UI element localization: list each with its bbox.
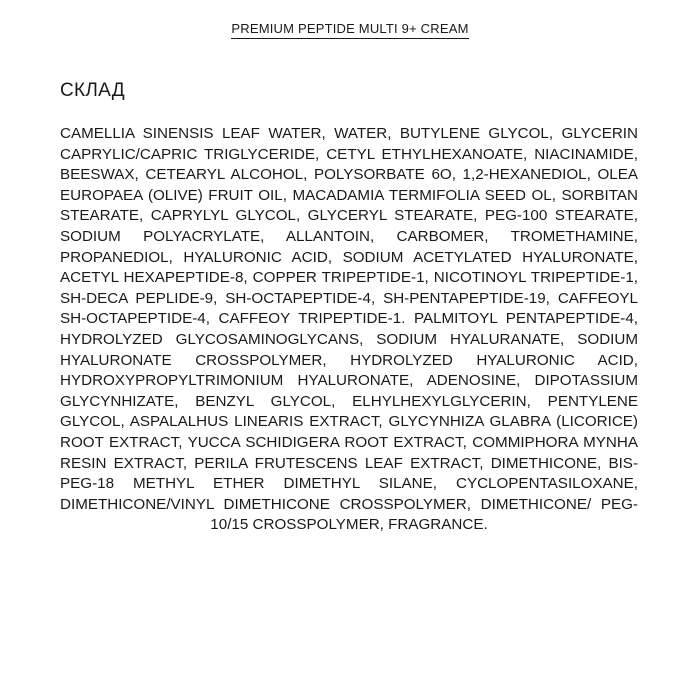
header <box>0 20 700 39</box>
ingredients-list: CAMELLIA SINENSIS LEAF WATER, WATER, BUTYLENE GLYCOL, GLYCERIN CAPRYLIC/CAPRIC TRIGLYCERIDE, CETYL ETHYLHEXANOATE, NIACINAMIDE, BEESWAX, CETEARYL ALCOHOL, POLYSORBATE 6O, 1,2-HEXANEDIOL, OLEA EUROPAEA (OLIVE) FRUIT OIL, MACADAMIA TERMIFOLIA SEED OL, SORBITAN STEARATE, CAPRYLYL GLYCOL, GLYCERYL STEARATE, PEG-100 STEARATE, SODIUM POLYACRYLATE, ALLANTOIN, CARBOMER, TROMETHAMINE, PROPANEDIOL, HYALURONIC ACID, SODIUM ACETYLATED HYALURONATE, ACETYL HEXAPEPTIDE-8, COPPER TRIPEPTIDE-1, NICOTINOYL TRIPEPTIDE-1, SH-DECA PEPLIDE-9, SH-OCTAPEPTIDE-4, SH-PENTAPEPTIDE-19, CAFFEOYL SH-OCTAPEPTIDE-4, CAFFEOY TRIPEPTIDE-1. PALMITOYL PENTAPEPTIDE-4, HYDROLYZED GLYCOSAMINOGLYCANS, SODIUM HYALURANATE, SODIUM HYALURONATE CROSSPOLYMER, HYDROLYZED HYALURONIC ACID, HYDROXYPROPYLTRIMONIUM HYALURONATE, ADENOSINE, DIPOTASSIUM GLYCYNHIZATE, BENZYL GLYCOL, ELHYLHEXYLGLYCERIN, PENTYLENE GLYCOL, ASPALALHUS LINEARIS EXTRACT, GLYCYNHIZA GLABRA (LICORICE) ROOT EXTRACT, YUCCA SCHIDIGERA ROOT EXTRACT, COMMIPHORA MYNHA RESIN EXTRACT, PERILA FRUTESCENS LEAF EXTRACT, DIMETHICONE, BIS-PEG-18 METHYL ETHER DIMETHYL SILANE, CYCLOPENTASILOXANE, DIMETHICONE/VINYL DIMETHICONE CROSSPOLYMER, DIMETHICONE/ PEG-10/15 CROSSPOLYMER, FRAGRANCE. <box>60 125 638 534</box>
section-heading: СКЛАД <box>60 80 125 101</box>
product-title: PREMIUM PEPTIDE MULTI 9+ CREAM <box>231 21 468 39</box>
